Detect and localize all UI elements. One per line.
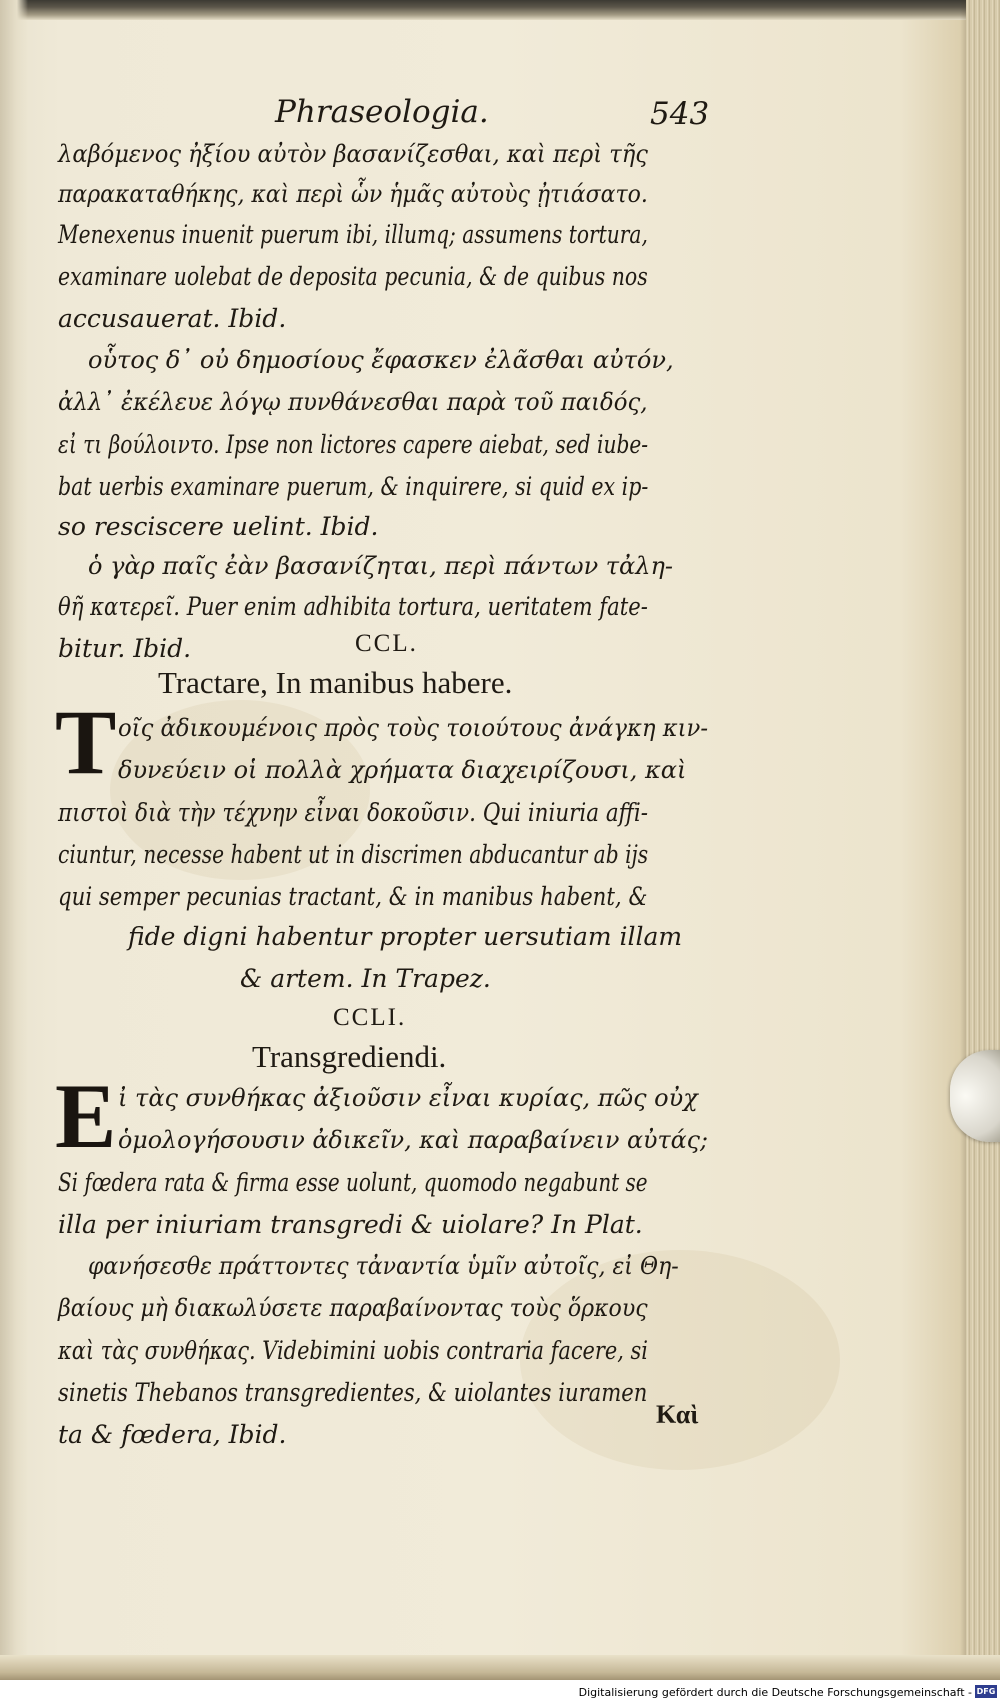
section-numeral: CCLI. — [333, 1004, 407, 1031]
funding-notice: Digitalisierung gefördert durch die Deutsche Forschungsgemeinschaft - — [578, 1686, 972, 1699]
text-line-latin: ciuntur, necesse habent ut in discrimen abducantur ab ijs — [58, 840, 649, 869]
running-head: Phraseologia. — [275, 94, 489, 130]
text-line-mixed: θῆ κατερεῖ. Puer enim adhibita tortura, ueritatem fate- — [58, 592, 648, 621]
text-line-mixed: καὶ τὰς συνθήκας. Videbimini uobis contraria facere, si — [58, 1336, 648, 1365]
section-heading: Tractare, In manibus habere. — [158, 665, 513, 700]
text-line-latin: accusauerat. Ibid. — [58, 304, 287, 333]
text-line-greek: ἰ τὰς συνθήκας ἀξιοῦσιν εἶναι κυρίας, πῶς οὐχ — [118, 1084, 698, 1112]
text-line-greek: φανήσεσθε πράττοντες τἀναντία ὑμῖν αὐτοῖς, εἰ Θη- — [88, 1252, 679, 1280]
page-clip-tab — [950, 1050, 1000, 1142]
text-line-latin: so resciscere uelint. Ibid. — [58, 512, 379, 541]
drop-capital: T — [55, 691, 117, 793]
page-stack-edge — [966, 0, 1000, 1680]
text-line-latin: bitur. Ibid. — [58, 634, 192, 663]
page-number: 543 — [650, 96, 710, 132]
text-line-latin: qui semper pecunias tractant, & in manibus habent, & — [58, 882, 648, 911]
text-line-greek: λαβόμενος ἠξίου αὐτὸν βασανίζεσθαι, καὶ περὶ τῆς — [58, 140, 648, 168]
text-line-latin: examinare uolebat de deposita pecunia, & de quibus nos — [58, 262, 648, 291]
text-line-latin: illa per iniuriam transgredi & uiolare? In Plat. — [58, 1210, 643, 1239]
text-line-greek: ἀλλ᾽ ἐκέλευε λόγῳ πυνθάνεσθαι παρὰ τοῦ παιδός, — [58, 388, 648, 416]
catchword: Καὶ — [656, 1400, 699, 1429]
text-line-greek: ὁμολογήσουσιν ἀδικεῖν, καὶ παραβαίνειν αὐτάς; — [118, 1126, 708, 1154]
drop-capital: E — [55, 1065, 117, 1167]
digitization-footer — [0, 1682, 1000, 1703]
text-line-latin: Menexenus inuenit puerum ibi, illumq; assumens tortura, — [58, 220, 648, 249]
text-line-greek: παρακαταθήκης, καὶ περὶ ὧν ἡμᾶς αὐτοὺς ᾐτιάσατο. — [58, 180, 648, 208]
text-line-latin: & artem. In Trapez. — [240, 964, 491, 993]
text-line-latin: Si fœdera rata & firma esse uolunt, quomodo negabunt se — [58, 1168, 648, 1197]
page-top-edge — [0, 0, 1000, 20]
text-line-greek: ὁ γὰρ παῖς ἐὰν βασανίζηται, περὶ πάντων τἀλη- — [88, 552, 673, 580]
page-left-edge — [0, 0, 28, 1680]
dfg-logo: DFG — [976, 1687, 996, 1696]
text-line-mixed: πιστοὶ διὰ τὴν τέχνην εἶναι δοκοῦσιν. Qui iniuria affi- — [58, 798, 648, 827]
section-numeral: CCL. — [355, 630, 418, 657]
text-line-greek: οῖς ἀδικουμένοις πρὸς τοὺς τοιούτους ἀνάγκη κιν- — [118, 714, 709, 742]
text-line-greek: δυνεύειν οἱ πολλὰ χρήματα διαχειρίζουσι, καὶ — [118, 756, 687, 784]
text-line-mixed: εἰ τι βούλοιντο. Ipse non lictores capere aiebat, sed iube- — [58, 430, 649, 459]
page-bottom-edge — [0, 1655, 1000, 1680]
text-line-latin: fide digni habentur propter uersutiam illam — [128, 922, 683, 951]
text-line-latin: bat uerbis examinare puerum, & inquirere, si quid ex ip- — [58, 472, 649, 501]
text-line-greek: βαίους μὴ διακωλύσετε παραβαίνοντας τοὺς ὅρκους — [58, 1294, 648, 1322]
section-heading: Transgrediendi. — [252, 1039, 447, 1074]
text-line-latin: ta & fœdera, Ibid. — [58, 1420, 287, 1449]
text-line-latin: sinetis Thebanos transgredientes, & uiolantes iuramen — [58, 1378, 648, 1407]
text-line-greek: οὗτος δ᾽ οὐ δημοσίους ἔφασκεν ἐλᾶσθαι αὐτόν, — [88, 346, 674, 374]
